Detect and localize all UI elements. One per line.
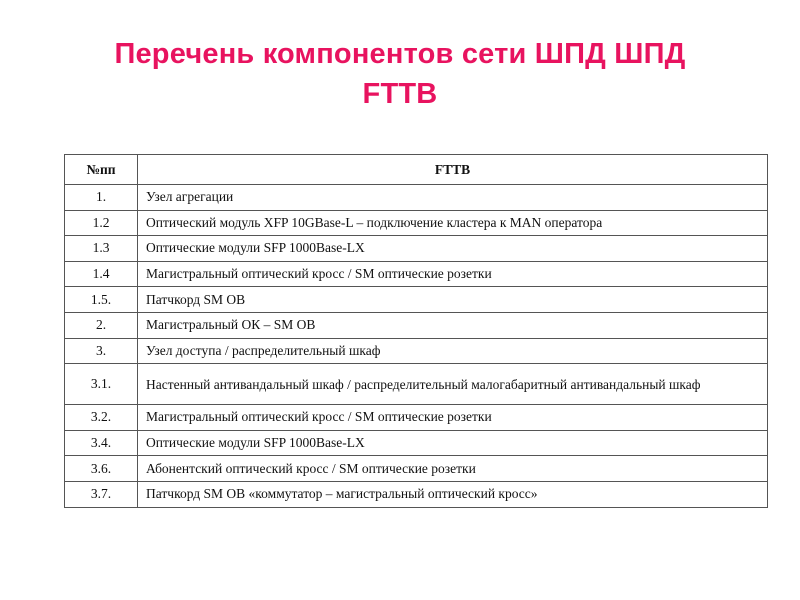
row-number: 3.	[65, 338, 138, 364]
page-title	[0, 34, 800, 114]
table-row	[65, 185, 768, 211]
table-row	[65, 338, 768, 364]
table-row	[65, 430, 768, 456]
row-number: 1.4	[65, 261, 138, 287]
table-row	[65, 287, 768, 313]
row-text: Магистральный ОК – SM OB	[138, 312, 768, 338]
title-line-1: Перечень компонентов сети ШПД ШПД	[114, 38, 686, 70]
row-text: Патчкорд SM OB «коммутатор – магистральный оптический кросс»	[138, 481, 768, 507]
row-number: 1.5.	[65, 287, 138, 313]
row-number: 3.6.	[65, 456, 138, 482]
row-text: Узел доступа / распределительный шкаф	[138, 338, 768, 364]
title-line-2: FTTB	[362, 78, 438, 110]
row-number: 1.2	[65, 210, 138, 236]
row-number: 1.	[65, 185, 138, 211]
table-row	[65, 405, 768, 431]
table-row	[65, 261, 768, 287]
header-fttb: FTTB	[138, 155, 768, 185]
table-row	[65, 456, 768, 482]
row-text: Магистральный оптический кросс / SM оптические розетки	[138, 261, 768, 287]
row-number: 3.2.	[65, 405, 138, 431]
row-text: Магистральный оптический кросс / SM оптические розетки	[138, 405, 768, 431]
table-row	[65, 481, 768, 507]
table-row	[65, 312, 768, 338]
row-text: Оптические модули SFP 1000Base-LX	[138, 236, 768, 262]
table-header-row	[65, 155, 768, 185]
table-row	[65, 236, 768, 262]
row-text: Абонентский оптический кросс / SM оптические розетки	[138, 456, 768, 482]
components-table	[64, 154, 768, 508]
row-text: Патчкорд SM OB	[138, 287, 768, 313]
table-row	[65, 210, 768, 236]
header-number: №пп	[65, 155, 138, 185]
row-number: 3.4.	[65, 430, 138, 456]
table-row	[65, 364, 768, 405]
row-number: 3.1.	[65, 364, 138, 405]
row-text: Настенный антивандальный шкаф / распределительный малогабаритный антивандальный шкаф	[138, 364, 768, 405]
row-text: Оптический модуль XFP 10GBase-L – подключение кластера к MAN оператора	[138, 210, 768, 236]
row-number: 1.3	[65, 236, 138, 262]
row-number: 2.	[65, 312, 138, 338]
row-text: Узел агрегации	[138, 185, 768, 211]
row-text: Оптические модули SFP 1000Base-LX	[138, 430, 768, 456]
row-number: 3.7.	[65, 481, 138, 507]
